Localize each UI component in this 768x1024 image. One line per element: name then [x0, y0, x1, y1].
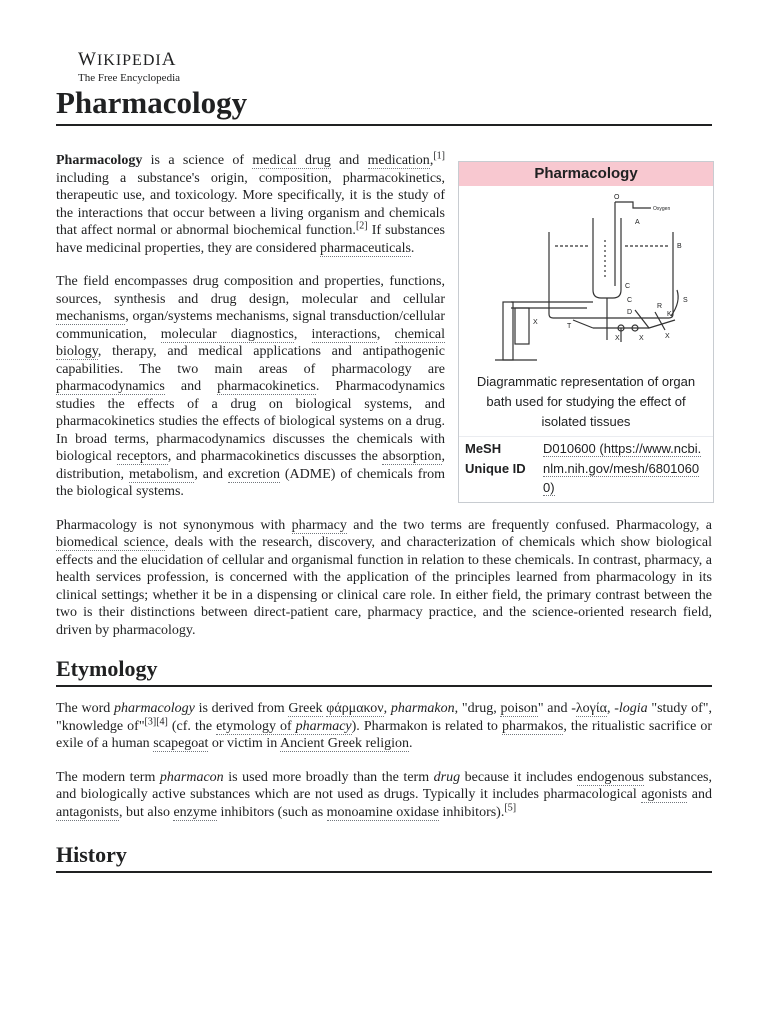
diagram-label: R — [657, 303, 663, 310]
text: is used more broadly than the term — [223, 769, 434, 785]
link-scapegoat[interactable]: scapegoat — [153, 736, 209, 751]
text: and — [164, 379, 218, 394]
text: (ADME) of chemicals from the biological systems. — [56, 466, 445, 499]
text: substances, and biologically active substances which are not used as drugs. Typically it includes pharmacological — [56, 769, 712, 802]
link-receptors[interactable]: receptors — [116, 449, 168, 464]
link-text-italic: pharmacy — [295, 718, 352, 734]
paragraph-field — [56, 273, 445, 501]
text: , distribution, — [56, 449, 445, 482]
link-interactions[interactable]: interactions — [311, 326, 377, 342]
link-pharmacokinetics[interactable]: pharmacokinetics — [217, 379, 316, 394]
text: is a science of — [142, 153, 253, 168]
italic-term: pharmacology — [114, 701, 195, 716]
text: If substances have medicinal properties, they are considered — [56, 223, 446, 256]
link-pharmacy[interactable]: pharmacy — [291, 517, 347, 533]
link-mechanisms[interactable]: mechanisms — [56, 309, 126, 324]
link-antagonists[interactable]: antagonists — [56, 804, 119, 820]
paragraph-etymology — [56, 700, 712, 753]
link-enzyme[interactable]: enzyme — [173, 804, 217, 820]
text: , deals with the research, discovery, and characterization of chemicals which show biological effects and the elucidation of cellular and organismal function in relation to these chemicals. In contrast, pharmacy, a health services profession, is concerned with the application of the principles learned from pharmacology in its clinical settings; whether it be in a dispensing or clinical care role. In either field, the primary contrast between the two is their distinctions between direct-patient care, pharmacy practice, and the science-oriented research field, driven by pharmacology. — [56, 535, 712, 638]
link-endogenous[interactable]: endogenous — [577, 769, 645, 785]
diagram-label: X — [639, 335, 644, 342]
infobox-title: Pharmacology — [459, 162, 713, 186]
article-body — [56, 152, 712, 886]
reference-1[interactable]: [1] — [433, 150, 445, 162]
text: and the two terms are frequently confused. Pharmacology, a — [346, 517, 712, 533]
text: . — [410, 240, 415, 256]
text: , — [429, 153, 434, 168]
diagram-label: S — [683, 297, 688, 304]
text: , — [383, 701, 391, 716]
diagram-label: A — [635, 219, 640, 226]
link-pharmacodynamics[interactable]: pharmacodynamics — [56, 379, 165, 394]
text: , — [293, 326, 312, 342]
italic-term: -logia — [614, 701, 648, 716]
text: , organ/systems mechanisms, signal transduction/cellular communication, — [56, 309, 445, 342]
link-absorption[interactable]: absorption — [382, 449, 442, 464]
paragraph-pharmacy — [56, 517, 712, 640]
text: The field encompasses drug composition and properties, functions, sources, synthesis and drug design, molecular and cellular — [56, 274, 445, 307]
link-medical-drug[interactable]: medical drug — [252, 153, 331, 168]
italic-term: drug — [433, 769, 461, 785]
link-chemical-biology[interactable]: chemical biology — [56, 326, 446, 359]
diagram-label: O — [614, 194, 620, 201]
link-metabolism[interactable]: metabolism — [128, 466, 195, 482]
link-text: etymology of — [216, 718, 296, 734]
section-heading-etymology: Etymology — [56, 655, 712, 687]
text: "study of", "knowledge of" — [56, 701, 713, 734]
diagram-label: C — [625, 283, 631, 290]
text: , and — [194, 466, 228, 482]
reference-5[interactable]: [5] — [504, 801, 517, 813]
text: , "drug, — [454, 701, 501, 716]
link-logia-greek[interactable]: λογία — [575, 701, 607, 716]
link-pharmakos[interactable]: pharmakos — [501, 718, 564, 734]
text: , therapy, and medical applications and antipathogenic capabilities. The two main areas of pharmacology are — [56, 344, 445, 377]
infobox-caption: Diagrammatic representation of organ bath used for studying the effect of isolated tissues — [476, 374, 696, 429]
text: The word — [56, 701, 114, 716]
text: . — [409, 736, 413, 751]
link-greek[interactable]: Greek — [288, 701, 323, 716]
reference-3-4[interactable]: [3][4] — [144, 715, 168, 727]
italic-term: pharmakon — [390, 701, 455, 716]
text: and — [687, 787, 712, 802]
diagram-label: X — [533, 319, 538, 326]
logo-wordmark-rest: IKIPEDI — [96, 52, 162, 69]
diagram-label: K — [667, 311, 672, 318]
text: because it includes — [460, 769, 578, 785]
text: inhibitors (such as — [216, 804, 327, 820]
term-bold: Pharmacology — [56, 153, 143, 168]
logo-wordmark: WIKIPEDIA — [78, 49, 177, 70]
text: , and pharmacokinetics discusses the — [167, 449, 383, 464]
italic-term: pharmacon — [159, 769, 224, 785]
text: inhibitors). — [439, 804, 505, 820]
diagram-label: D — [627, 309, 633, 316]
diagram-label: Oxygen — [653, 206, 671, 212]
diagram-label: X — [615, 335, 620, 342]
paragraph-pharmacon — [56, 769, 712, 822]
text: or victim in — [208, 736, 280, 751]
text: , but also — [119, 804, 174, 820]
diagram-label: X — [665, 333, 670, 340]
link-etymology-of-pharmacy[interactable] — [216, 719, 352, 735]
link-agonists[interactable]: agonists — [641, 787, 688, 802]
link-ancient-greek-religion[interactable]: Ancient Greek religion — [279, 736, 410, 751]
link-biomedical-science[interactable]: biomedical science — [56, 535, 166, 550]
link-poison[interactable]: poison — [500, 701, 538, 716]
text: , — [376, 326, 395, 342]
link-medication[interactable]: medication — [367, 153, 430, 168]
reference-2[interactable]: [2] — [355, 220, 368, 232]
text: , the ritualistic sacrifice or exile of a human — [56, 718, 712, 751]
paragraph-intro — [56, 152, 445, 257]
text: is derived from — [194, 701, 289, 716]
text: The modern term — [56, 769, 160, 785]
text: ). Pharmakon is related to — [351, 718, 502, 734]
text: (cf. the — [167, 718, 217, 734]
text: . Pharmacodynamics studies the effects of a drug on biological systems, and pharmacokinetics studies the effects of biological systems on a drug. In broad terms, pharmacodynamics discusses the chemicals with biological — [56, 379, 446, 464]
logo-tagline: The Free Encyclopedia — [78, 72, 181, 84]
page-title: Pharmacology — [56, 84, 712, 126]
section-heading-history: History — [56, 841, 712, 873]
text: , — [606, 701, 615, 716]
wikipedia-logo[interactable] — [78, 50, 180, 84]
text: including a substance's origin, composition, pharmacokinetics, therapeutic use, and toxicology. More specifically, it is the study of the interactions that occur between a living organism and chemicals that affect normal or abnormal biochemical function. — [56, 170, 445, 238]
diagram-label: T — [567, 323, 572, 330]
link-pharmaceuticals[interactable]: pharmaceuticals — [319, 240, 411, 256]
text: and — [330, 153, 368, 168]
diagram-label: C — [627, 297, 633, 304]
link-monoamine-oxidase[interactable]: monoamine oxidase — [326, 804, 440, 820]
text: Pharmacology is not synonymous with — [56, 517, 292, 533]
link-molecular-diagnostics[interactable]: molecular diagnostics — [160, 326, 294, 342]
text: " and - — [537, 701, 576, 716]
link-excretion[interactable]: excretion — [227, 466, 280, 482]
mesh-label: MeSH Unique ID — [465, 441, 526, 476]
link-pharmakon-greek[interactable]: φάρμακον — [326, 701, 384, 716]
diagram-label: B — [677, 243, 682, 250]
mesh-link[interactable]: D010600 (https://www.ncbi.nlm.nih.gov/mesh/68010600) — [543, 441, 702, 495]
